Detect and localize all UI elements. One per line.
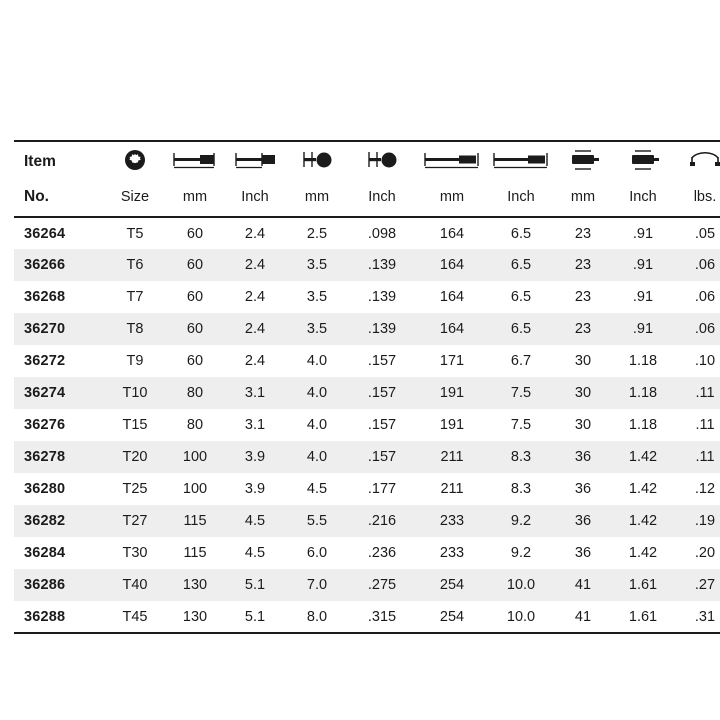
cell-a-mm: 115 xyxy=(183,513,207,529)
cell-item-no: 36264 xyxy=(24,225,66,242)
table-row xyxy=(14,281,720,313)
cell-b-inch: .139 xyxy=(367,257,397,273)
cell-c-mm: 191 xyxy=(439,385,465,401)
cell-d-inch: 1.61 xyxy=(628,577,658,593)
cell-item-no: 36268 xyxy=(24,289,66,305)
cell-c-inch: 6.5 xyxy=(510,321,532,337)
header-unit-d-inch: Inch xyxy=(612,182,674,217)
cell-c-inch: 10.0 xyxy=(506,577,536,593)
cell-d-mm: 30 xyxy=(574,385,592,401)
header-unit-d-mm: mm xyxy=(554,182,612,217)
cell-weight: .11 xyxy=(695,385,715,401)
cell-d-inch: .91 xyxy=(632,257,654,273)
cell-a-inch: 3.1 xyxy=(244,385,266,401)
blade-length-inch-icon xyxy=(491,150,551,170)
cell-size: T8 xyxy=(126,321,144,337)
cell-d-inch: .91 xyxy=(632,225,654,242)
cell-a-inch: 2.4 xyxy=(244,321,266,337)
cell-c-mm: 164 xyxy=(439,225,465,242)
cell-d-inch: .91 xyxy=(632,321,654,337)
table-row xyxy=(14,441,720,473)
cell-c-mm: 233 xyxy=(439,513,465,529)
cell-d-mm: 36 xyxy=(574,481,592,497)
cell-b-mm: 3.5 xyxy=(306,321,328,337)
table-row xyxy=(14,345,720,377)
blade-thickness-icon-cell xyxy=(166,141,224,182)
cell-d-mm: 41 xyxy=(574,577,592,593)
cell-c-mm: 254 xyxy=(416,601,488,633)
weight-icon xyxy=(688,149,720,171)
blade-length-icon-cell xyxy=(416,141,488,182)
cell-a-inch: 4.5 xyxy=(244,545,266,561)
cell-size: T10 xyxy=(122,385,148,401)
cell-b-mm: 3.5 xyxy=(306,289,328,305)
cell-weight: .05 xyxy=(694,225,716,242)
cell-b-mm: 7.0 xyxy=(306,577,328,593)
header-icon-row xyxy=(14,141,720,182)
cell-size: T7 xyxy=(126,289,144,305)
cell-item-no: 36288 xyxy=(14,601,104,633)
cell-item-no: 36282 xyxy=(24,513,66,529)
cell-c-mm: 164 xyxy=(439,289,465,305)
table-row xyxy=(14,473,720,505)
cell-weight: .19 xyxy=(694,513,716,529)
cell-c-inch: 6.5 xyxy=(510,257,532,273)
blade-width-icon xyxy=(232,150,278,170)
cell-b-mm: 5.5 xyxy=(306,513,328,529)
cell-b-inch: .157 xyxy=(367,385,397,401)
blade-thickness-icon xyxy=(172,150,218,170)
cell-b-inch: .216 xyxy=(367,513,397,529)
cell-d-inch: .91 xyxy=(632,289,654,305)
cell-d-inch: 1.18 xyxy=(628,417,658,433)
cell-d-mm: 23 xyxy=(574,321,592,337)
cell-c-inch: 7.5 xyxy=(510,417,532,433)
cell-weight: .31 xyxy=(674,601,720,633)
header-unit-a-inch: Inch xyxy=(224,182,286,217)
table-body xyxy=(14,217,720,633)
cell-size: T25 xyxy=(122,481,148,497)
cell-d-inch: 1.42 xyxy=(628,545,658,561)
table-row xyxy=(14,601,720,633)
cell-size: T30 xyxy=(122,545,148,561)
cell-d-inch: 1.18 xyxy=(628,353,658,369)
header-unit-c-mm: mm xyxy=(416,182,488,217)
cell-b-mm: 4.0 xyxy=(306,417,328,433)
cell-size: T20 xyxy=(122,449,148,465)
cell-c-mm: 254 xyxy=(439,577,465,593)
cell-a-mm: 60 xyxy=(186,289,204,305)
cell-b-mm: 6.0 xyxy=(306,545,328,561)
cell-a-mm: 100 xyxy=(182,449,208,465)
cell-a-inch: 3.9 xyxy=(244,481,266,497)
cell-a-mm: 130 xyxy=(182,577,208,593)
cell-weight: .06 xyxy=(694,289,716,305)
cell-b-inch: .177 xyxy=(367,481,397,497)
handle-diameter-inch-icon xyxy=(626,148,660,172)
handle-diameter-icon-cell xyxy=(554,141,612,182)
cell-d-mm: 23 xyxy=(574,257,592,273)
header-unit-c-inch: Inch xyxy=(488,182,554,217)
cell-item-no: 36270 xyxy=(24,321,66,337)
cell-weight: .06 xyxy=(694,321,716,337)
cell-item-no: 36266 xyxy=(24,257,66,273)
header-size-label: Size xyxy=(104,182,166,217)
cell-d-inch: 1.42 xyxy=(628,513,658,529)
cell-c-inch: 9.2 xyxy=(510,513,532,529)
cell-size: T5 xyxy=(126,225,144,242)
cell-d-inch: 1.61 xyxy=(612,601,674,633)
tip-diameter-inch-icon xyxy=(365,149,399,171)
table-row xyxy=(14,313,720,345)
header-unit-a-mm: mm xyxy=(166,182,224,217)
cell-a-inch: 2.4 xyxy=(244,257,266,273)
cell-size: T9 xyxy=(126,353,144,369)
table-row xyxy=(14,249,720,281)
specification-table xyxy=(14,140,720,634)
cell-a-inch: 4.5 xyxy=(244,513,266,529)
cell-a-mm: 115 xyxy=(183,545,207,561)
cell-b-inch: .157 xyxy=(367,353,397,369)
table-row xyxy=(14,505,720,537)
header-item-label: Item xyxy=(14,141,104,182)
header-item-no-label: No. xyxy=(14,182,104,217)
tip-diameter-icon xyxy=(300,149,334,171)
cell-a-inch: 2.4 xyxy=(244,289,266,305)
cell-c-inch: 6.5 xyxy=(510,225,532,242)
cell-item-no: 36286 xyxy=(24,577,66,593)
cell-c-inch: 8.3 xyxy=(510,449,532,465)
cell-a-inch: 5.1 xyxy=(224,601,286,633)
cell-item-no: 36278 xyxy=(24,449,66,465)
blade-length-icon xyxy=(422,150,482,170)
cell-a-mm: 60 xyxy=(186,257,204,273)
cell-d-mm: 30 xyxy=(574,353,592,369)
blade-length-inch-icon-cell xyxy=(224,141,286,182)
cell-c-mm: 233 xyxy=(439,545,465,561)
cell-b-inch: .139 xyxy=(367,321,397,337)
cell-c-inch: 9.2 xyxy=(510,545,532,561)
cell-item-no: 36274 xyxy=(24,385,66,401)
cell-d-mm: 23 xyxy=(574,225,592,242)
torx-star-icon xyxy=(124,149,146,171)
cell-c-mm: 164 xyxy=(439,321,465,337)
cell-a-mm: 60 xyxy=(186,353,204,369)
cell-a-inch: 2.4 xyxy=(244,225,266,242)
cell-b-mm: 8.0 xyxy=(286,601,348,633)
cell-d-inch: 1.42 xyxy=(628,449,658,465)
cell-d-mm: 23 xyxy=(574,289,592,305)
cell-d-mm: 41 xyxy=(554,601,612,633)
cell-c-mm: 171 xyxy=(439,353,465,369)
cell-a-mm: 60 xyxy=(186,225,204,242)
weight-icon-cell xyxy=(674,141,720,182)
cell-a-inch: 3.9 xyxy=(244,449,266,465)
cell-c-inch: 8.3 xyxy=(510,481,532,497)
cell-b-inch: .139 xyxy=(367,289,397,305)
header-units-row xyxy=(14,182,720,217)
cell-weight: .06 xyxy=(694,257,716,273)
table-row xyxy=(14,569,720,601)
cell-item-no: 36276 xyxy=(24,417,66,433)
table-row xyxy=(14,217,720,249)
table-row xyxy=(14,537,720,569)
cell-item-no: 36272 xyxy=(24,353,66,369)
table-header xyxy=(14,141,720,217)
cell-size: T45 xyxy=(104,601,166,633)
torx-star-icon-cell xyxy=(104,141,166,182)
cell-weight: .11 xyxy=(695,449,715,465)
header-unit-weight: lbs. xyxy=(674,182,720,217)
cell-b-mm: 2.5 xyxy=(306,225,328,242)
cell-weight: .11 xyxy=(695,417,715,433)
cell-b-mm: 3.5 xyxy=(306,257,328,273)
header-unit-b-inch: Inch xyxy=(348,182,416,217)
cell-a-mm: 100 xyxy=(182,481,208,497)
cell-c-mm: 211 xyxy=(440,481,464,497)
cell-a-inch: 2.4 xyxy=(244,353,266,369)
cell-a-inch: 5.1 xyxy=(244,577,266,593)
cell-b-mm: 4.0 xyxy=(306,353,328,369)
cell-c-mm: 164 xyxy=(439,257,465,273)
cell-b-inch: .098 xyxy=(367,225,397,242)
table-row xyxy=(14,409,720,441)
cell-d-inch: 1.42 xyxy=(628,481,658,497)
cell-d-mm: 36 xyxy=(574,449,592,465)
cell-d-mm: 36 xyxy=(574,545,592,561)
cell-d-mm: 36 xyxy=(574,513,592,529)
cell-b-inch: .157 xyxy=(367,449,397,465)
cell-item-no: 36280 xyxy=(24,481,66,497)
cell-d-inch: 1.18 xyxy=(628,385,658,401)
cell-c-mm: 191 xyxy=(439,417,465,433)
cell-b-mm: 4.5 xyxy=(306,481,328,497)
header-unit-b-mm: mm xyxy=(286,182,348,217)
table-row xyxy=(14,377,720,409)
cell-b-inch: .236 xyxy=(367,545,397,561)
overall-length-inch-icon-cell xyxy=(488,141,554,182)
cell-a-mm: 80 xyxy=(186,417,204,433)
cell-weight: .20 xyxy=(694,545,716,561)
cell-b-inch: .157 xyxy=(367,417,397,433)
cell-c-inch: 6.5 xyxy=(510,289,532,305)
cell-b-inch: .315 xyxy=(348,601,416,633)
cell-a-mm: 130 xyxy=(166,601,224,633)
cell-weight: .12 xyxy=(694,481,716,497)
cell-size: T27 xyxy=(122,513,148,529)
handle-diameter-icon xyxy=(566,148,600,172)
cell-b-mm: 4.0 xyxy=(306,385,328,401)
cell-d-mm: 30 xyxy=(574,417,592,433)
cell-weight: .10 xyxy=(694,353,716,369)
cell-c-mm: 211 xyxy=(440,449,464,465)
cell-a-mm: 80 xyxy=(186,385,204,401)
cell-c-inch: 6.7 xyxy=(510,353,532,369)
cell-b-mm: 4.0 xyxy=(306,449,328,465)
tip-diameter-inch-icon-cell xyxy=(348,141,416,182)
cell-item-no: 36284 xyxy=(24,545,66,561)
handle-diameter-inch-icon-cell xyxy=(612,141,674,182)
cell-b-inch: .275 xyxy=(367,577,397,593)
cell-a-inch: 3.1 xyxy=(244,417,266,433)
tip-diameter-icon-cell xyxy=(286,141,348,182)
cell-weight: .27 xyxy=(694,577,716,593)
cell-c-inch: 10.0 xyxy=(488,601,554,633)
cell-size: T6 xyxy=(126,257,144,273)
cell-c-inch: 7.5 xyxy=(510,385,532,401)
cell-size: T40 xyxy=(122,577,148,593)
cell-a-mm: 60 xyxy=(186,321,204,337)
cell-size: T15 xyxy=(122,417,148,433)
